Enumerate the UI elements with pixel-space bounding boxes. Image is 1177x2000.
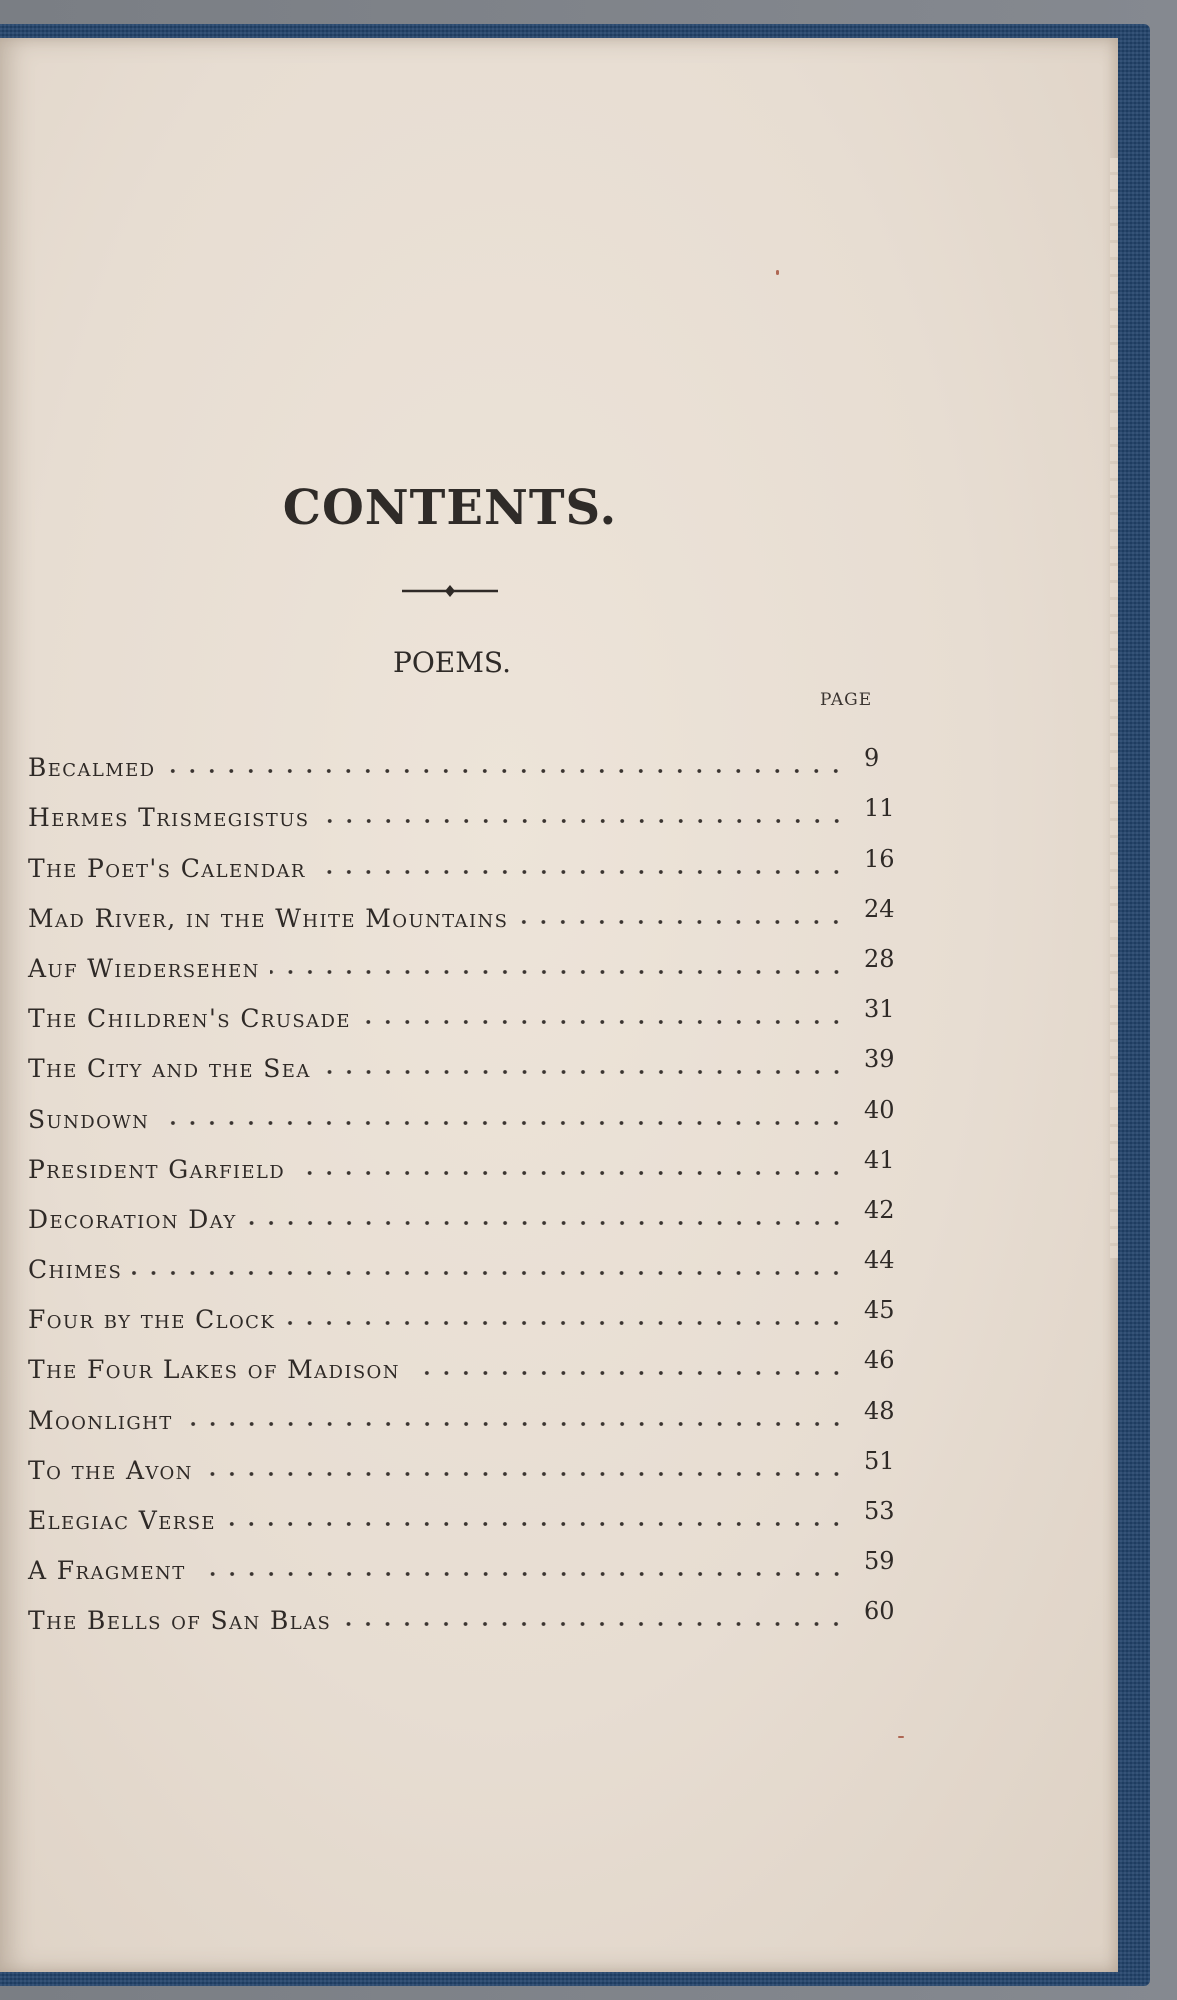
toc-entry-page: 9 xyxy=(864,744,880,773)
toc-entry xyxy=(28,881,898,931)
toc-entry-page: 45 xyxy=(864,1296,895,1325)
dot-leader xyxy=(295,1170,846,1176)
toc-entry xyxy=(28,1332,898,1385)
toc-entry xyxy=(28,1132,898,1182)
toc-entry xyxy=(28,1282,898,1335)
dot-leader xyxy=(226,1521,846,1527)
dot-leader xyxy=(203,1471,846,1477)
toc-entry-title: The Children's Crusade xyxy=(28,1004,351,1034)
toc-entry xyxy=(28,1583,898,1636)
dot-leader xyxy=(270,969,846,975)
toc-entry-page: 59 xyxy=(864,1547,895,1576)
page-column-label: PAGE xyxy=(820,690,873,710)
toc-entry xyxy=(28,730,898,783)
toc-entry-title: Hermes Trismegistus xyxy=(28,803,310,833)
toc-entry-page: 46 xyxy=(864,1346,895,1375)
dot-leader xyxy=(165,768,846,774)
dot-leader xyxy=(321,1069,846,1075)
toc-entry xyxy=(28,780,898,833)
toc-entry-title: The Poet's Calendar xyxy=(28,853,306,883)
toc-entry-title: A Fragment xyxy=(28,1556,186,1586)
dot-leader xyxy=(316,869,846,875)
toc-entry-page: 39 xyxy=(864,1045,895,1074)
toc-entry-page: 40 xyxy=(864,1095,895,1124)
toc-entry xyxy=(28,1182,898,1232)
toc-entry-page: 48 xyxy=(864,1396,895,1425)
toc-entry-title: The Four Lakes of Madison xyxy=(28,1355,400,1385)
toc-entry-page: 28 xyxy=(864,944,895,973)
toc-entry xyxy=(28,981,898,1034)
toc-entry-title: Four by the Clock xyxy=(28,1305,276,1335)
dot-leader xyxy=(159,1120,846,1126)
toc-entry-title: Decoration Day xyxy=(28,1204,237,1234)
paper-fleck xyxy=(776,270,779,275)
toc-entry-title: The Bells of San Blas xyxy=(28,1606,332,1636)
dot-leader xyxy=(196,1571,846,1577)
toc-entry-title: Auf Wiedersehen xyxy=(28,953,260,983)
toc-entry-page: 51 xyxy=(864,1446,895,1475)
diamond-rule-ornament-icon xyxy=(402,584,498,598)
toc-entry xyxy=(28,830,898,883)
toc-entry-page: 44 xyxy=(864,1246,895,1275)
toc-entry-title: The City and the Sea xyxy=(28,1054,311,1084)
toc-entry-page: 24 xyxy=(864,894,895,923)
dot-leader xyxy=(361,1019,846,1025)
toc-entry-title: Becalmed xyxy=(28,753,156,783)
toc-entry-title: Mad River, in the White Mountains xyxy=(28,903,509,933)
section-heading: POEMS. xyxy=(393,646,511,679)
toc-entry-page: 42 xyxy=(864,1195,895,1224)
toc-entry-title: Elegiac Verse xyxy=(28,1506,216,1535)
toc-entry-page: 41 xyxy=(864,1145,895,1174)
toc-entry-title: Chimes xyxy=(28,1255,123,1285)
toc-entry xyxy=(28,1031,898,1084)
toc-entry-title: Sundown xyxy=(28,1104,150,1134)
toc-entry-page: 53 xyxy=(864,1497,895,1525)
toc-entry-page: 11 xyxy=(864,794,895,823)
toc-entry xyxy=(28,1483,898,1533)
toc-entry-page: 60 xyxy=(864,1597,895,1626)
toc-entry-page: 31 xyxy=(864,995,895,1024)
dot-leader xyxy=(320,818,846,824)
page-title: CONTENTS. xyxy=(282,480,618,536)
toc-entry xyxy=(28,1081,898,1134)
dot-leader xyxy=(247,1220,846,1226)
toc-entry xyxy=(28,1533,898,1586)
toc-entry xyxy=(28,1433,898,1483)
toc-entry xyxy=(28,1232,898,1285)
toc-entry-title: To the Avon xyxy=(28,1455,193,1485)
toc-entry xyxy=(28,931,898,981)
dot-leader xyxy=(410,1370,846,1376)
dot-leader xyxy=(285,1320,846,1326)
dot-leader xyxy=(341,1621,846,1627)
dot-leader xyxy=(132,1270,846,1276)
toc-entry-title: President Garfield xyxy=(28,1154,286,1184)
paper-fleck xyxy=(898,1736,904,1738)
dot-leader xyxy=(183,1421,846,1427)
table-of-contents xyxy=(28,730,898,1636)
dot-leader xyxy=(518,919,846,925)
toc-entry-page: 16 xyxy=(864,844,895,873)
toc-entry xyxy=(28,1382,898,1435)
toc-entry-title: Moonlight xyxy=(28,1405,173,1435)
